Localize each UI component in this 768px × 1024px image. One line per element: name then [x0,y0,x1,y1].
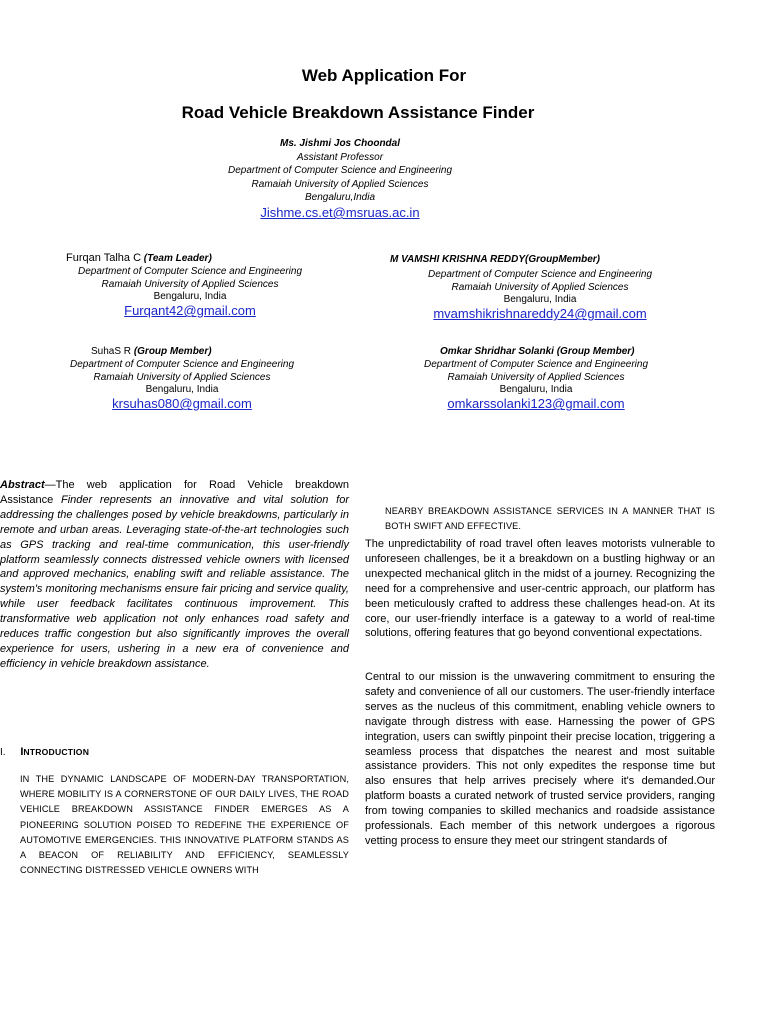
author-1-name: Furqan Talha C [66,252,142,264]
abstract-label: Abstract [0,479,45,491]
author-2-dept: Department of Computer Science and Engineering [427,268,653,280]
paper-title-line2: Road Vehicle Breakdown Assistance Finder [181,103,535,122]
author-3-dept: Department of Computer Science and Engineering [69,358,295,370]
author-2-email-link[interactable]: mvamshikrishnareddy24@gmail.com [433,306,647,322]
author-1-role: (Team Leader) [143,253,212,264]
right-column-continuation: NEARBY BREAKDOWN ASSISTANCE SERVICES IN A MANNER THAT IS BOTH SWIFT AND EFFECTIVE. [385,506,715,532]
author-block-1 [40,252,340,318]
main-author-dept: Department of Computer Science and Engineering [227,165,453,177]
author-block-3 [32,346,332,411]
right-column-paragraph-1: The unpredictability of road travel often leaves motorists vulnerable to unforeseen challenges, be it a breakdown on a bustling highway or an unexpected mechanical glitch in the midst of a journey. Recognizing the need for a comprehensive and user-centric approach, our platform has been meticulously crafted to address these challenges head-on. At its core, our user-friendly interface is a gateway to a world of real-time solutions, offering features that go beyond conventional expectations. [365,538,715,640]
introduction-paragraph: IN THE DYNAMIC LANDSCAPE OF MODERN-DAY TRANSPORTATION, WHERE MOBILITY IS A CORNERSTONE OF OUR DAILY LIVES, THE ROAD VEHICLE BREAKDOWN ASSISTANCE FINDER EMERGES AS A PIONEERING SOLUTION POISED TO REDEFINE THE EXPERIENCE OF AUTOMOTIVE EMERGENCIES. THIS INNOVATIVE PLATFORM STANDS AS A BEACON OF RELIABILITY AND EFFICIENCY, SEAMLESSLY CONNECTING DISTRESSED VEHICLE OWNERS WITH [20,774,349,876]
author-3-name: SuhaS R [91,346,132,357]
author-block-4 [386,346,686,411]
author-4-city: Bengaluru, India [499,384,573,396]
heading-initial: I [20,746,24,758]
author-2-university: Ramaiah University of Applied Sciences [451,281,629,293]
heading-rest: NTRODUCTION [23,747,90,757]
main-author-city: Bengaluru,India [304,192,376,204]
abstract-lead-text: The web application for Road Vehicle breakdown Assistance [0,479,349,506]
main-author-email-link[interactable]: Jishme.cs.et@msruas.ac.in [260,204,420,220]
author-4-university: Ramaiah University of Applied Sciences [447,371,625,383]
main-author-block [0,137,680,222]
main-author-name: Ms. Jishmi Jos Choondal [279,138,401,149]
main-author-role: Assistant Professor [296,151,384,163]
author-2-name: M VAMSHI KRISHNA REDDY(GroupMember) [390,254,601,265]
author-1-city: Bengaluru, India [153,291,227,303]
author-2-city: Bengaluru, India [503,294,577,306]
author-1-dept: Department of Computer Science and Engineering [77,265,303,277]
section-number: I. [0,747,6,758]
author-3-university: Ramaiah University of Applied Sciences [93,371,271,383]
author-4-email-link[interactable]: omkarssolanki123@gmail.com [447,396,625,412]
author-3-role: (Group Member) [133,346,212,357]
abstract-paragraph [0,478,349,672]
author-3-email-link[interactable]: krsuhas080@gmail.com [112,396,252,412]
abstract-text: Finder represents an innovative and vital solution for addressing the challenges posed by vehicle breakdowns, particularly in remote and urban areas. Leveraging state-of-the-art technologies such as GPS tracking and real-time communication, this user-friendly platform seamlessly connects distressed vehicle owners with licensed and approved mechanics, enabling swift and reliable assistance. The system's monitoring mechanisms ensure fair pricing and service quality, while user feedback facilitates continuous improvement. This transformative web application not only enhances road safety and reduces traffic congestion but also significantly improves the overall experience for users, ushering in a new era of convenience and efficiency in vehicle breakdown assistance. [0,493,349,670]
author-4-name: Omkar Shridhar Solanki (Group Member) [440,346,635,357]
author-block-2 [390,254,690,321]
right-column-paragraph-2: Central to our mission is the unwavering commitment to ensuring the safety and convenience of all our customers. The user-friendly interface serves as the nucleus of this commitment, enabling vehicle owners to navigate through distress with ease. Harnessing the power of GPS integration, users can swiftly pinpoint their precise location, triggering a seamless process that dispatches the nearest and most suitable assistance providers. This not only expedites the response time but also ensures that help arrives precisely where it's demanded.Our platform boasts a curated network of trusted service providers, ranging from towing companies to skilled mechanics and roadside assistance professionals. Each member of this network undergoes a rigorous vetting process to ensure they meet our stringent standards of [365,671,715,847]
author-4-dept: Department of Computer Science and Engineering [423,358,649,370]
paper-title-line1: Web Application For [301,66,467,85]
abstract-dash: — [44,479,56,491]
author-3-city: Bengaluru, India [145,384,219,396]
section-heading-introduction [0,746,349,758]
main-author-university: Ramaiah University of Applied Sciences [251,178,429,190]
author-1-email-link[interactable]: Furqant42@gmail.com [124,303,256,319]
author-1-university: Ramaiah University of Applied Sciences [101,278,279,290]
